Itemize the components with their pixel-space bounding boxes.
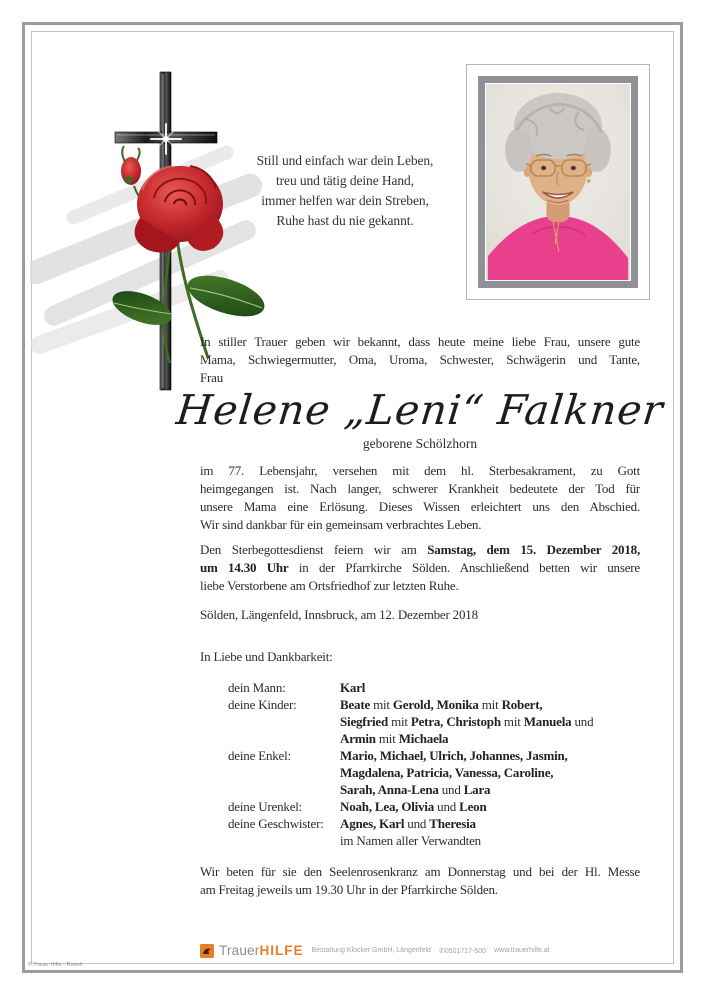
family-value: Agnes, Karl und Theresia (340, 816, 476, 831)
footer-brand (200, 942, 550, 959)
family-label (228, 713, 340, 730)
family-value: Magdalena, Patricia, Vanessa, Caroline, (340, 765, 554, 780)
gratitude-line: In Liebe und Dankbarkeit: (200, 649, 333, 664)
trauerhilfe-logo-icon (200, 944, 214, 958)
maiden-name: geborene Schölzhorn (362, 436, 478, 451)
poem-line: Still und einfach war dein Leben, (256, 153, 434, 168)
text-line: Wir beten für sie den Seelenrosenkranz am Donnerstag und bei der Hl. Messe (200, 864, 640, 879)
family-label: deine Urenkel: (228, 799, 303, 814)
photo-frame (478, 76, 638, 288)
family-value: Siegfried mit Petra, Christoph mit Manuela und (340, 714, 594, 729)
family-row (228, 764, 648, 781)
poem-line: treu und tätig deine Hand, (276, 173, 414, 188)
family-label: dein Mann: (228, 680, 286, 695)
service-paragraph (200, 541, 640, 595)
portrait-image (486, 84, 630, 280)
family-row (228, 713, 648, 730)
family-row (228, 747, 648, 764)
text-line: um 14.30 Uhr in der Pfarrkirche Sölden. Anschließend betten wir unsere (200, 560, 640, 575)
prayer-paragraph (200, 863, 640, 899)
poem-line: Ruhe hast du nie gekannt. (276, 213, 414, 228)
text-line: Den Sterbegottesdienst feiern wir am Samstag, dem 15. Dezember 2018, (200, 542, 640, 557)
family-row (228, 679, 648, 696)
family-label: deine Geschwister: (228, 816, 324, 831)
family-label (228, 832, 340, 849)
text-line: heimgegangen ist. Nach langer, schwerer Krankheit bedeutete der Tod für (200, 481, 640, 496)
place-date-line: Sölden, Längenfeld, Innsbruck, am 12. Dezember 2018 (200, 607, 478, 622)
obituary-paragraph (200, 462, 640, 534)
text-line: unsere Mama eine Erlösung. Dieses Wissen erleichtert uns den Abschied. (200, 499, 640, 514)
text-line: liebe Verstorbene am Ortsfriedhof zur letzten Ruhe. (200, 578, 459, 593)
family-row (228, 781, 648, 798)
family-row (228, 798, 648, 815)
family-value: Mario, Michael, Ulrich, Johannes, Jasmin, (340, 748, 568, 763)
family-value: Karl (340, 680, 366, 695)
family-label (228, 730, 340, 747)
family-value: Armin mit Michaela (340, 731, 449, 746)
family-label (228, 764, 340, 781)
family-value: Noah, Lea, Olivia und Leon (340, 799, 487, 814)
family-label: deine Enkel: (228, 748, 291, 763)
sparkle (151, 124, 181, 154)
family-label: deine Kinder: (228, 697, 297, 712)
family-row (228, 832, 648, 849)
company-name: Bestattung Klocker GmbH, Längenfeld (311, 947, 431, 954)
family-label (228, 781, 340, 798)
deceased-name: Helene „Leni“ Falkner (174, 386, 666, 434)
text-line: Mama, Schwiegermutter, Oma, Uroma, Schwester, Schwägerin und Tante, (200, 352, 640, 367)
rose-bloom (135, 166, 224, 253)
announcement-paragraph (200, 333, 640, 387)
family-row (228, 696, 648, 713)
poem (222, 151, 468, 231)
family-row (228, 815, 648, 832)
phone-number: ✆0501717-500 (438, 947, 487, 955)
family-value: im Namen aller Verwandten (340, 833, 481, 848)
website-url[interactable]: www.trauerhilfe.at (494, 947, 550, 954)
text-line: im 77. Lebensjahr, versehen mit dem hl. Sterbesakrament, zu Gott (200, 463, 640, 478)
family-value: Beate mit Gerold, Monika mit Robert, (340, 697, 543, 712)
poem-line: immer helfen war dein Streben, (261, 193, 429, 208)
rose-bud (121, 146, 141, 185)
text-line: Frau (200, 370, 224, 385)
portrait-photo (466, 64, 650, 300)
family-row (228, 730, 648, 747)
text-line: Wir sind dankbar für ein gemeinsam verbrachtes Leben. (200, 517, 482, 532)
text-line: am Freitag jeweils um 19.30 Uhr in der Pfarrkirche Sölden. (200, 882, 498, 897)
family-value: Sarah, Anna-Lena und Lara (340, 782, 491, 797)
motif-copyright: © Trauer Hilfe - Rose4 (28, 962, 83, 968)
text-line: In stiller Trauer geben wir bekannt, dass heute meine liebe Frau, unsere gute (200, 334, 640, 349)
brand-wordmark: TrauerHILFE (219, 943, 304, 958)
phone-icon: ✆ (438, 947, 445, 955)
family-list (228, 679, 648, 849)
